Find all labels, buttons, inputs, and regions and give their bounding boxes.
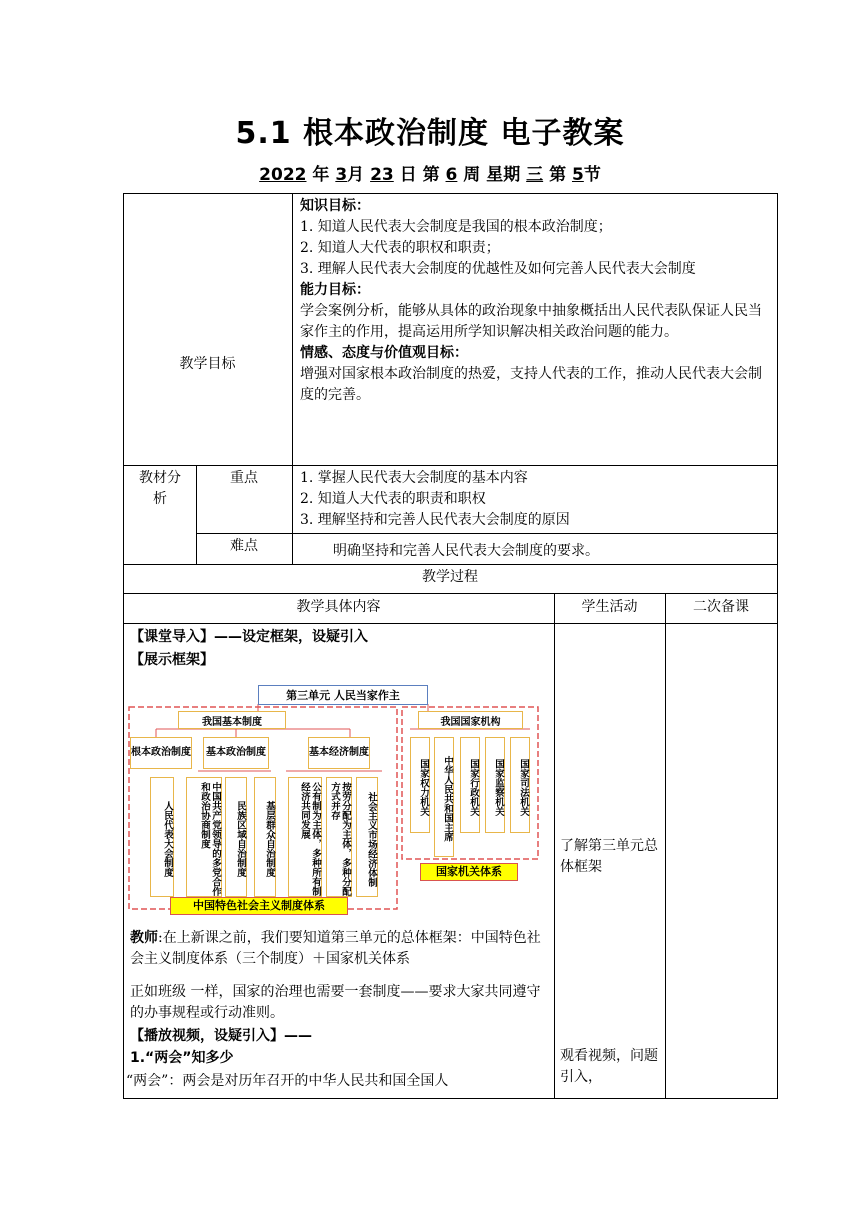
diagram-cat3: 基本经济制度 <box>308 737 370 769</box>
intro-title-text: 【课堂导入】——设定框架，设疑引入 <box>130 629 368 645</box>
col-student-header: 学生活动 <box>581 599 638 615</box>
frame-title: 【展示框架】 <box>130 652 214 668</box>
diagram-top-title: 第三单元 人民当家作主 <box>258 685 428 705</box>
key-point: 3. 理解坚持和完善人民代表大会制度的原因 <box>300 512 570 528</box>
q1-title: 1.“两会”知多少 <box>130 1050 234 1066</box>
key-points <box>300 468 772 531</box>
key-point: 1. 掌握人民代表大会制度的基本内容 <box>300 470 528 486</box>
table-row-line <box>123 623 777 624</box>
date-weekday: 三 <box>526 165 544 185</box>
diagram-item: 中国共产党领导的多党合作和政治协商制度 <box>186 777 222 897</box>
student-activity-2: 观看视频，问题引入， <box>560 1048 658 1085</box>
emotion-text: 增强对国家根本政治制度的热爱，支持人代表的工作，推动人民代表大会制度的完善。 <box>300 366 762 403</box>
teacher-label: 教师 <box>130 930 158 946</box>
knowledge-item: 3. 理解人民代表大会制度的优越性及如何完善人民代表大会制度 <box>300 261 696 277</box>
key-label: 重点 <box>230 470 258 486</box>
knowledge-item: 1. 知道人民代表大会制度是我国的根本政治制度； <box>300 219 612 235</box>
diagram-item: 基层群众自治制度 <box>254 777 276 897</box>
teacher-paragraph <box>130 928 550 970</box>
diagram-left-head: 我国基本制度 <box>178 711 286 729</box>
date-day-suffix: 日 第 <box>399 165 440 185</box>
diagram-item: 民族区域自治制度 <box>225 777 247 897</box>
date-year: 2022 <box>259 165 307 185</box>
diagram-label-right: 国家机关体系 <box>420 863 518 881</box>
diagram-organ: 国家司法机关 <box>510 737 530 833</box>
diagram-organ: 国家监察机关 <box>485 737 505 833</box>
diagram-organ: 国家行政机关 <box>460 737 480 833</box>
q1-text: “两会”：两会是对历年召开的中华人民共和国全国人 <box>126 1073 449 1089</box>
table-border-bottom <box>123 1098 777 1099</box>
table-row-line <box>196 533 777 534</box>
table-border-left <box>123 193 124 1098</box>
objectives-label: 教学目标 <box>179 356 236 372</box>
diagram-item: 社会主义市场经济体制 <box>356 777 378 897</box>
intro-title <box>130 627 550 648</box>
student-activity-1: 了解第三单元总体框架 <box>560 838 658 875</box>
table-border-right <box>777 193 778 1099</box>
date-lesson-prefix: 第 <box>549 165 567 185</box>
col-notes-header: 二次备课 <box>693 599 749 615</box>
analysis-label: 教材分析 <box>139 470 181 507</box>
diagram-item: 公有制为主体，多种所有制经济共同发展 <box>288 777 322 897</box>
date-lesson-suffix: 节 <box>583 165 601 185</box>
date-week: 6 <box>445 165 458 185</box>
table-row-line <box>123 465 777 466</box>
date-lesson: 5 <box>571 165 584 185</box>
difficult-text: 明确坚持和完善人民代表大会制度的要求。 <box>333 543 599 559</box>
teacher-text: :在上新课之前，我们要知道第三单元的总体框架：中国特色社会主义制度体系（三个制度）＋国家机关体系 <box>130 930 541 967</box>
ability-title: 能力目标： <box>300 282 370 298</box>
table-row-line <box>123 593 777 594</box>
table-border-top <box>123 193 777 194</box>
objectives-content <box>300 196 772 406</box>
knowledge-item: 2. 知道人大代表的职权和职责； <box>300 240 500 256</box>
date-year-suffix: 年 <box>312 165 330 185</box>
diagram-item: 人民代表大会制度 <box>150 777 174 897</box>
date-month: 3 <box>335 165 348 185</box>
diagram-organ: 国家权力机关 <box>410 737 430 833</box>
diagram-right-head: 我国国家机构 <box>418 711 523 729</box>
knowledge-title: 知识目标： <box>300 198 370 214</box>
process-header: 教学过程 <box>422 569 478 585</box>
key-point: 2. 知道人大代表的职责和职权 <box>300 491 486 507</box>
unit-framework-diagram <box>128 685 543 915</box>
table-col-line <box>554 593 555 1098</box>
date-month-suffix: 月 <box>347 165 365 185</box>
table-row-line <box>123 564 777 565</box>
date-day: 23 <box>370 165 394 185</box>
table-col-line <box>292 193 293 564</box>
ability-text: 学会案例分析，能够从具体的政治现象中抽象概括出人民代表队保证人民当家作主的作用，提高运用所学知识解决相关政治问题的能力。 <box>300 303 762 340</box>
diagram-label-left: 中国特色社会主义制度体系 <box>170 897 348 915</box>
page-title: 5.1 根本政治制度 电子教案 <box>235 116 625 151</box>
diagram-item: 按劳分配为主体，多种分配方式并存 <box>326 777 352 897</box>
date-week-suffix: 周 星期 <box>463 165 521 185</box>
video-title: 【播放视频，设疑引入】—— <box>130 1028 312 1044</box>
difficult-label: 难点 <box>230 538 258 554</box>
diagram-organ: 中华人民共和国主席 <box>434 737 454 857</box>
table-col-line <box>665 593 666 1098</box>
diagram-cat2: 基本政治制度 <box>203 737 269 769</box>
para2: 正如班级 一样，国家的治理也需要一套制度——要求大家共同遵守的办事规程或行动准则。 <box>130 984 541 1021</box>
col-content-header: 教学具体内容 <box>296 599 381 615</box>
date-line <box>0 160 860 185</box>
diagram-cat1: 根本政治制度 <box>130 737 192 769</box>
emotion-title: 情感、态度与价值观目标： <box>300 345 468 361</box>
